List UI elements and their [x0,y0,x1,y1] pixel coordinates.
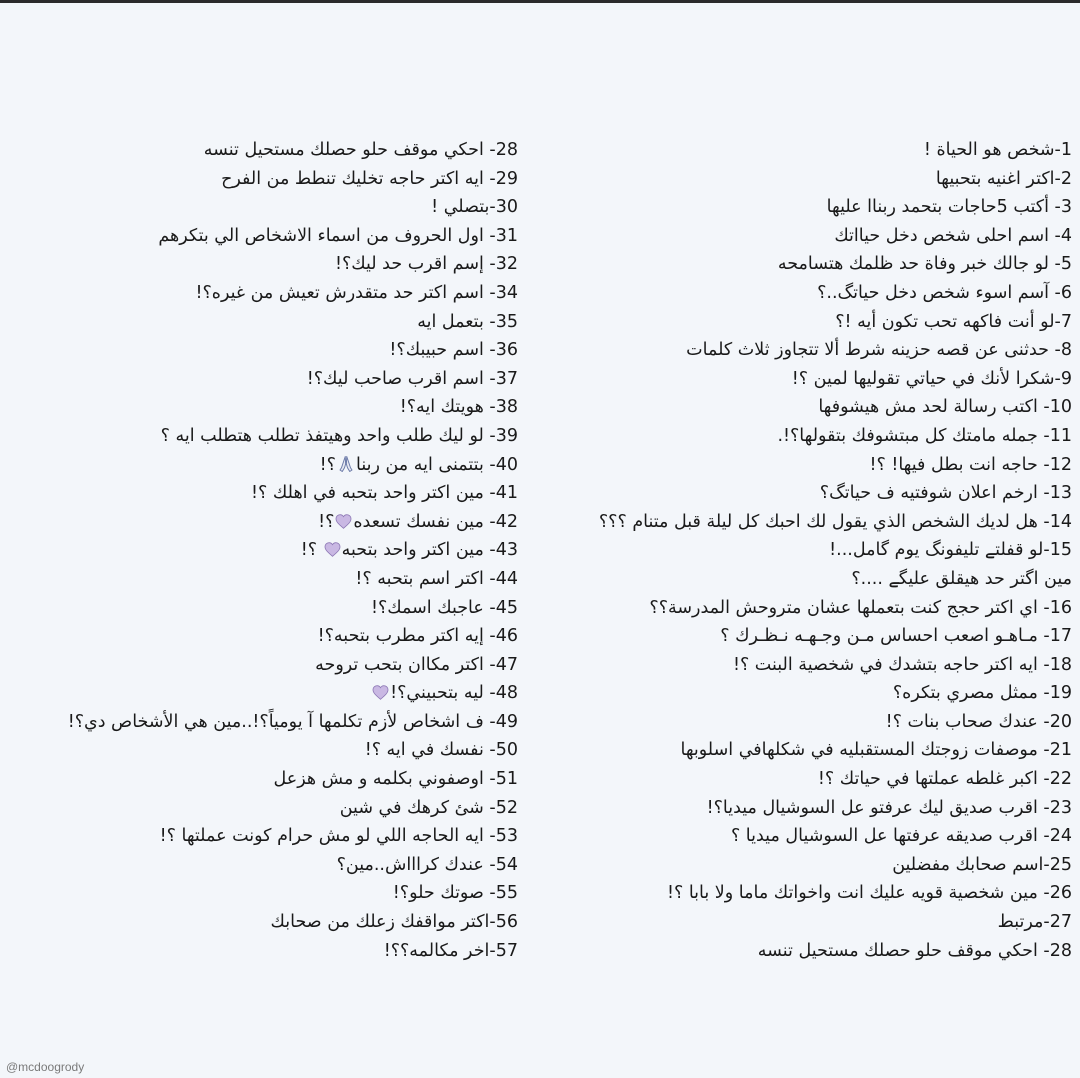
question-text: 53- ايه الحاجه اللي لو مش حرام كونت عملتها ؟! [159,826,518,847]
question-item [532,422,1072,451]
question-text: 51- اوصفوني بكلمه و مش هزعل [273,769,518,790]
question-item [532,193,1072,222]
question-item [532,308,1072,337]
question-text: 27-مرتبط [997,912,1072,933]
question-item [3,193,518,222]
question-text: 25-اسم صحابك مفضلين [892,854,1072,875]
question-text: 1-شخص هو الحياة ! [923,140,1072,160]
question-item [3,308,518,337]
question-text: 29- ايه اكتر حاجه تخليك تنطط من الفرح [221,168,518,189]
questions-column-right [532,136,1072,965]
question-item [532,765,1072,794]
question-item [532,651,1072,680]
question-item [3,736,518,765]
question-item [3,136,518,165]
question-text: 44- اكتر اسم بتحبه ؟! [355,568,518,589]
question-item [532,536,1072,565]
question-text: 38- هويتك ايه؟! [399,397,518,418]
question-text: 8- حدثنى عن قصه حزينه شرط ألا تتجاوز ثلاث كلمات [686,340,1072,361]
question-text: 47- اكتر مكاان بتحب تروحه [315,654,518,675]
question-text: 42- مين نفسك تسعده [353,511,518,532]
question-text: 12- حاجه انت بطل فيها! ؟! [869,454,1072,475]
question-item [532,822,1072,851]
question-item [3,879,518,908]
question-text: 52- شئ كرهك في شين [339,797,518,818]
question-item [3,393,518,422]
question-item [3,765,518,794]
question-item [532,794,1072,823]
question-item [3,250,518,279]
question-item [532,908,1072,937]
question-item [3,822,518,851]
top-border [0,0,1080,3]
question-text: 31- اول الحروف من اسماء الاشخاص الي بتكرهم [158,225,518,246]
question-item [3,794,518,823]
question-text: 16- اي اكتر حجج كنت بتعملها عشان متروحش المدرسة؟؟ [649,597,1072,618]
question-text: 23- اقرب صديق ليك عرفتو عل السوشيال ميديا؟! [706,797,1072,818]
question-item [532,393,1072,422]
question-text: 20- عندك صحاب بنات ؟! [885,711,1072,732]
question-text: 35- بتعمل ايه [417,311,518,332]
heart-icon [335,514,352,529]
question-text: 26- مين شخصية قويه عليك انت واخواتك ماما ولا بابا ؟! [666,883,1072,904]
question-text: 4- اسم احلى شخص دخل حيااتك [834,225,1072,246]
question-text: 7-لو أنت فاكهه تحب تكون أيه !؟ [835,311,1072,332]
watermark: @mcdoogrody [6,1060,85,1074]
question-text: 3- أكتب 5حاجات بتحمد ربناا عليها [826,197,1072,218]
question-item [3,679,518,708]
question-item [532,594,1072,623]
question-item [532,365,1072,394]
question-text: 2-اكتر اغنيه بتحبيها [935,168,1072,189]
question-item [532,508,1072,537]
question-text: 30-بتصلي ! [431,197,518,218]
question-item [532,679,1072,708]
questions-column-left [3,136,518,965]
question-item [532,479,1072,508]
question-item [3,851,518,880]
question-item [532,565,1072,594]
question-text: 15-لو قفلتے تليفونگ يوم گامل...! [829,540,1072,561]
question-text: 21- موصفات زوجتك المستقبليه في شكلهافي اسلوبها [680,740,1072,761]
question-text: 5- لو جالك خبر وفاة حد ظلمك هتسامحه [777,254,1072,275]
question-item [532,937,1072,966]
question-text: 43- مين اكتر واحد بتحبه [341,540,518,561]
question-item [3,937,518,966]
question-text: 14- هل لديك الشخص الذي يقول لك احبك كل ليلة قبل متنام ؟؟؟ [598,511,1072,532]
question-text: 46- إيه اكتر مطرب بتحبه؟! [317,626,518,647]
question-item [3,651,518,680]
question-item [532,708,1072,737]
question-text: 34- اسم اكتر حد متقدرش تعيش من غيره؟! [195,282,518,303]
question-item [3,365,518,394]
question-item [532,879,1072,908]
question-text: 39- لو ليك طلب واحد وهيتفذ تطلب هتطلب ايه ؟ [160,425,518,446]
question-item [3,622,518,651]
question-text: 54- عندك كراااش..مين؟ [336,854,518,875]
question-item [3,336,518,365]
question-text: 48- ليه بتحبيني؟! [390,683,518,704]
question-text: 9-شكرا لأنك في حياتي تقوليها لمين ؟! [791,368,1072,389]
question-text: 40- بتتمنى ايه من ربنا [355,454,518,475]
question-text: 37- اسم اقرب صاحب ليك؟! [306,368,518,389]
question-item [532,851,1072,880]
question-item [3,422,518,451]
question-suffix: ؟! [319,454,336,475]
heart-icon [324,542,341,557]
question-suffix: ؟! [300,540,323,561]
question-item [3,451,518,480]
question-item [532,136,1072,165]
praying-hands-icon [337,455,355,473]
question-item [3,279,518,308]
question-text: 49- ف اشخاص لأزم تكلمها آ يومياً؟!..مين هي الأشخاص دي؟! [67,711,518,732]
question-text: 57-اخر مكالمه؟؟! [383,940,518,961]
question-text: 28- احكي موقف حلو حصلك مستحيل تنسه [203,140,518,160]
question-text: 56-اكتر مواقفك زعلك من صحابك [270,912,518,933]
question-item [3,908,518,937]
question-item [532,250,1072,279]
question-item [532,222,1072,251]
question-suffix: ؟! [318,511,335,532]
question-item [3,536,518,565]
question-text: 28- احكي موقف حلو حصلك مستحيل تنسه [757,940,1072,961]
question-item [532,451,1072,480]
question-text: 18- ايه اكتر حاجه بتشدك في شخصية البنت ؟! [732,654,1072,675]
question-item [532,622,1072,651]
question-item [3,594,518,623]
question-text: 19- ممثل مصري بتكره؟ [892,683,1072,704]
question-text: 50- نفسك في ايه ؟! [364,740,518,761]
question-text: 55- صوتك حلو؟! [392,883,518,904]
question-text: 10- اكتب رسالة لحد مش هيشوفها [818,397,1072,418]
question-item [3,708,518,737]
question-text: 32- إسم اقرب حد ليك؟! [334,254,518,275]
question-item [532,279,1072,308]
question-text: 36- اسم حبيبك؟! [389,340,518,361]
question-text: 13- ارخم اعلان شوفتيه ف حياتگ؟ [819,483,1072,504]
question-item [532,736,1072,765]
question-text: 24- اقرب صديقه عرفتها عل السوشيال ميديا ؟ [730,826,1072,847]
question-text: 22- اكبر غلطه عملتها في حياتك ؟! [817,769,1072,790]
question-item [3,565,518,594]
question-item [3,479,518,508]
heart-icon [372,685,389,700]
question-text: مين اگتر حد هيقلق عليگے ....؟ [851,568,1072,589]
question-text: 17- مـاهـو اصعب احساس مـن وجـهـه نـظـرك ؟ [720,626,1072,647]
question-text: 11- جمله مامتك كل مبتشوفك بتقولها؟!. [777,425,1072,446]
question-text: 6- آسم اسوء شخص دخل حياتگ..؟ [817,282,1072,303]
question-item [3,508,518,537]
question-text: 41- مين اكتر واحد بتحبه في اهلك ؟! [251,483,518,504]
question-item [3,165,518,194]
question-item [532,336,1072,365]
question-item [532,165,1072,194]
question-item [3,222,518,251]
question-text: 45- عاجبك اسمك؟! [370,597,518,618]
